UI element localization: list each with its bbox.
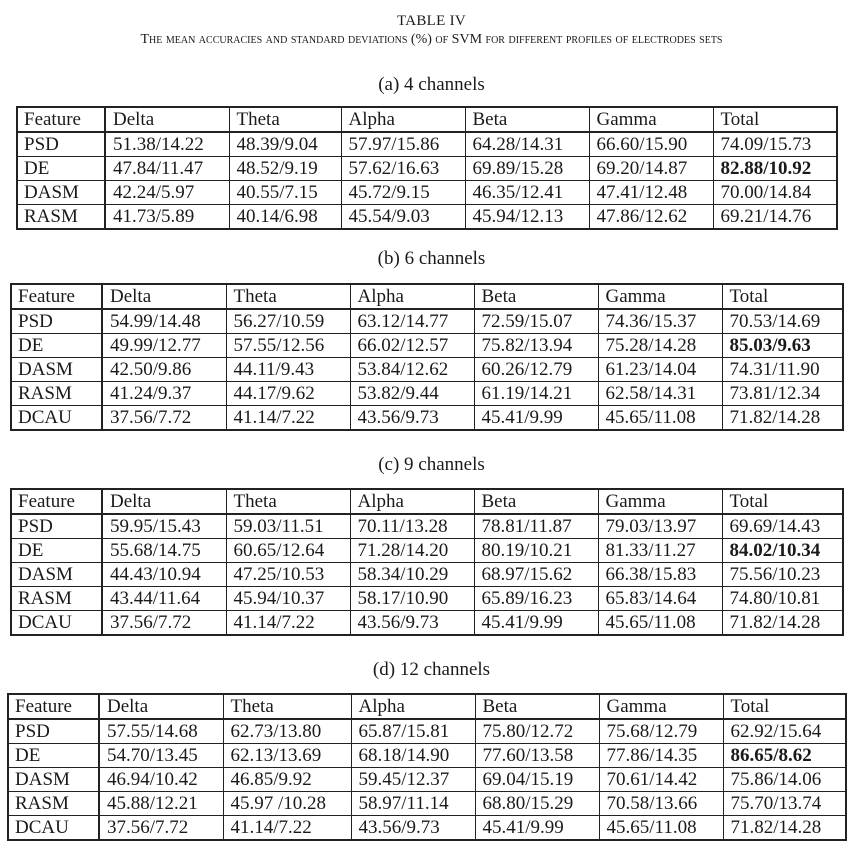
table-cell: 54.70/13.45 <box>99 744 223 768</box>
table-cell: 66.60/15.90 <box>589 132 713 157</box>
column-header: Delta <box>99 694 223 719</box>
column-header: Total <box>722 284 843 309</box>
table-cell: 77.86/14.35 <box>599 744 723 768</box>
row-feature-label: DE <box>8 744 99 768</box>
row-feature-label: DE <box>11 539 102 563</box>
table-cell: 74.31/11.90 <box>722 358 843 382</box>
table-row <box>11 406 843 431</box>
column-header: Beta <box>475 694 599 719</box>
table-cell: 45.88/12.21 <box>99 792 223 816</box>
table-row <box>8 816 846 841</box>
column-header: Alpha <box>351 694 475 719</box>
table-cell: 68.97/15.62 <box>474 563 598 587</box>
table-label: TABLE IV <box>396 13 467 29</box>
table-cell: 69.89/15.28 <box>465 157 589 181</box>
table-row <box>8 744 846 768</box>
table-cell: 45.41/9.99 <box>475 816 599 841</box>
table-cell: 71.82/14.28 <box>723 816 846 841</box>
row-feature-label: DE <box>17 157 105 181</box>
table-cell: 57.55/14.68 <box>99 719 223 744</box>
table-cell: 86.65/8.62 <box>723 744 846 768</box>
table-cell: 59.45/12.37 <box>351 768 475 792</box>
table-cell: 77.60/13.58 <box>475 744 599 768</box>
table-cell: 84.02/10.34 <box>722 539 843 563</box>
subtable-d <box>7 693 847 841</box>
row-feature-label: RASM <box>17 205 105 230</box>
table-cell: 40.55/7.15 <box>229 181 341 205</box>
table-cell: 70.61/14.42 <box>599 768 723 792</box>
table-cell: 75.28/14.28 <box>598 334 722 358</box>
row-feature-label: DCAU <box>11 611 102 636</box>
table-cell: 74.09/15.73 <box>713 132 837 157</box>
table-cell: 47.84/11.47 <box>105 157 229 181</box>
table-cell: 74.36/15.37 <box>598 309 722 334</box>
table-cell: 37.56/7.72 <box>102 611 226 636</box>
column-header: Alpha <box>350 489 474 514</box>
table-cell: 42.50/9.86 <box>102 358 226 382</box>
table-cell: 62.73/13.80 <box>223 719 351 744</box>
row-feature-label: PSD <box>11 514 102 539</box>
table-cell: 73.81/12.34 <box>722 382 843 406</box>
table-cell: 53.82/9.44 <box>350 382 474 406</box>
table-cell: 37.56/7.72 <box>102 406 226 431</box>
table-cell: 40.14/6.98 <box>229 205 341 230</box>
table-cell: 46.35/12.41 <box>465 181 589 205</box>
table-cell: 49.99/12.77 <box>102 334 226 358</box>
table-row <box>11 539 843 563</box>
table-cell: 60.65/12.64 <box>226 539 350 563</box>
table-cell: 58.17/10.90 <box>350 587 474 611</box>
table-cell: 47.41/12.48 <box>589 181 713 205</box>
table-cell: 75.68/12.79 <box>599 719 723 744</box>
header-row <box>17 107 837 132</box>
table-row <box>17 181 837 205</box>
row-feature-label: PSD <box>8 719 99 744</box>
column-header: Beta <box>465 107 589 132</box>
column-header: Alpha <box>341 107 465 132</box>
subtable-title-c: (c) 9 channels <box>378 454 485 475</box>
table-cell: 43.44/11.64 <box>102 587 226 611</box>
table-cell: 60.26/12.79 <box>474 358 598 382</box>
table-cell: 45.54/9.03 <box>341 205 465 230</box>
table-cell: 65.87/15.81 <box>351 719 475 744</box>
row-feature-label: PSD <box>11 309 102 334</box>
table-cell: 82.88/10.92 <box>713 157 837 181</box>
table-row <box>11 382 843 406</box>
table-cell: 66.38/15.83 <box>598 563 722 587</box>
table-cell: 65.89/16.23 <box>474 587 598 611</box>
table-cell: 58.97/11.14 <box>351 792 475 816</box>
subtable-title-a: (a) 4 channels <box>378 74 485 95</box>
table-cell: 64.28/14.31 <box>465 132 589 157</box>
table-cell: 45.97 /10.28 <box>223 792 351 816</box>
column-header: Total <box>713 107 837 132</box>
table-cell: 46.85/9.92 <box>223 768 351 792</box>
table-cell: 37.56/7.72 <box>99 816 223 841</box>
table-cell: 55.68/14.75 <box>102 539 226 563</box>
row-feature-label: DE <box>11 334 102 358</box>
table-cell: 45.65/11.08 <box>598 611 722 636</box>
table-cell: 56.27/10.59 <box>226 309 350 334</box>
table-cell: 45.94/12.13 <box>465 205 589 230</box>
table-row <box>11 563 843 587</box>
table-cell: 51.38/14.22 <box>105 132 229 157</box>
column-header: Delta <box>102 284 226 309</box>
row-feature-label: RASM <box>11 587 102 611</box>
table-cell: 69.69/14.43 <box>722 514 843 539</box>
table-cell: 68.80/15.29 <box>475 792 599 816</box>
table-cell: 57.55/12.56 <box>226 334 350 358</box>
table-cell: 43.56/9.73 <box>350 611 474 636</box>
subtable-b <box>10 283 844 431</box>
table-cell: 61.19/14.21 <box>474 382 598 406</box>
table-cell: 75.56/10.23 <box>722 563 843 587</box>
table-cell: 85.03/9.63 <box>722 334 843 358</box>
table-cell: 53.84/12.62 <box>350 358 474 382</box>
table-cell: 69.21/14.76 <box>713 205 837 230</box>
header-row <box>11 489 843 514</box>
table-cell: 69.04/15.19 <box>475 768 599 792</box>
table-cell: 43.56/9.73 <box>350 406 474 431</box>
table-cell: 71.28/14.20 <box>350 539 474 563</box>
table-cell: 62.92/15.64 <box>723 719 846 744</box>
table-cell: 75.70/13.74 <box>723 792 846 816</box>
table-cell: 45.41/9.99 <box>474 406 598 431</box>
table-row <box>11 334 843 358</box>
table-row <box>17 132 837 157</box>
table-row <box>8 719 846 744</box>
table-cell: 59.95/15.43 <box>102 514 226 539</box>
column-header: Beta <box>474 284 598 309</box>
table-cell: 68.18/14.90 <box>351 744 475 768</box>
table-cell: 75.82/13.94 <box>474 334 598 358</box>
table-cell: 41.73/5.89 <box>105 205 229 230</box>
column-header: Theta <box>223 694 351 719</box>
table-cell: 69.20/14.87 <box>589 157 713 181</box>
subtable-title-b: (b) 6 channels <box>377 248 486 269</box>
table-cell: 61.23/14.04 <box>598 358 722 382</box>
table-cell: 75.86/14.06 <box>723 768 846 792</box>
table-row <box>11 587 843 611</box>
table-cell: 70.11/13.28 <box>350 514 474 539</box>
table-cell: 57.62/16.63 <box>341 157 465 181</box>
table-cell: 41.24/9.37 <box>102 382 226 406</box>
table-cell: 45.94/10.37 <box>226 587 350 611</box>
subtable-a <box>16 106 838 230</box>
column-header: Total <box>722 489 843 514</box>
table-cell: 47.25/10.53 <box>226 563 350 587</box>
column-header: Delta <box>102 489 226 514</box>
table-row <box>17 205 837 230</box>
table-caption: The mean accuracies and standard deviations (%) of SVM for different profiles of electrodes sets <box>140 32 723 47</box>
table-cell: 65.83/14.64 <box>598 587 722 611</box>
table-cell: 62.13/13.69 <box>223 744 351 768</box>
table-cell: 43.56/9.73 <box>351 816 475 841</box>
table-cell: 48.52/9.19 <box>229 157 341 181</box>
table-row <box>11 309 843 334</box>
row-feature-label: RASM <box>11 382 102 406</box>
table-cell: 70.58/13.66 <box>599 792 723 816</box>
table-row <box>11 358 843 382</box>
row-feature-label: DASM <box>11 563 102 587</box>
column-header: Theta <box>226 489 350 514</box>
column-header: Gamma <box>598 489 722 514</box>
column-header: Feature <box>17 107 105 132</box>
column-header: Beta <box>474 489 598 514</box>
table-cell: 63.12/14.77 <box>350 309 474 334</box>
row-feature-label: RASM <box>8 792 99 816</box>
table-cell: 57.97/15.86 <box>341 132 465 157</box>
table-cell: 45.65/11.08 <box>599 816 723 841</box>
table-cell: 71.82/14.28 <box>722 406 843 431</box>
column-header: Total <box>723 694 846 719</box>
column-header: Theta <box>229 107 341 132</box>
table-cell: 74.80/10.81 <box>722 587 843 611</box>
table-cell: 44.43/10.94 <box>102 563 226 587</box>
table-cell: 71.82/14.28 <box>722 611 843 636</box>
table-row <box>8 768 846 792</box>
row-feature-label: PSD <box>17 132 105 157</box>
table-row <box>11 514 843 539</box>
table-cell: 80.19/10.21 <box>474 539 598 563</box>
table-cell: 45.65/11.08 <box>598 406 722 431</box>
row-feature-label: DASM <box>8 768 99 792</box>
table-cell: 81.33/11.27 <box>598 539 722 563</box>
table-cell: 45.72/9.15 <box>341 181 465 205</box>
table-cell: 41.14/7.22 <box>226 406 350 431</box>
table-cell: 46.94/10.42 <box>99 768 223 792</box>
table-row <box>8 792 846 816</box>
table-cell: 72.59/15.07 <box>474 309 598 334</box>
table-cell: 66.02/12.57 <box>350 334 474 358</box>
row-feature-label: DASM <box>17 181 105 205</box>
table-cell: 41.14/7.22 <box>223 816 351 841</box>
row-feature-label: DASM <box>11 358 102 382</box>
table-row <box>11 611 843 636</box>
table-cell: 75.80/12.72 <box>475 719 599 744</box>
table-cell: 79.03/13.97 <box>598 514 722 539</box>
table-cell: 58.34/10.29 <box>350 563 474 587</box>
row-feature-label: DCAU <box>11 406 102 431</box>
table-cell: 45.41/9.99 <box>474 611 598 636</box>
subtable-c <box>10 488 844 636</box>
column-header: Gamma <box>598 284 722 309</box>
table-cell: 62.58/14.31 <box>598 382 722 406</box>
row-feature-label: DCAU <box>8 816 99 841</box>
column-header: Theta <box>226 284 350 309</box>
table-cell: 47.86/12.62 <box>589 205 713 230</box>
column-header: Alpha <box>350 284 474 309</box>
table-cell: 59.03/11.51 <box>226 514 350 539</box>
table-cell: 42.24/5.97 <box>105 181 229 205</box>
table-cell: 44.11/9.43 <box>226 358 350 382</box>
table-cell: 41.14/7.22 <box>226 611 350 636</box>
table-cell: 70.00/14.84 <box>713 181 837 205</box>
table-cell: 48.39/9.04 <box>229 132 341 157</box>
subtable-title-d: (d) 12 channels <box>372 659 491 680</box>
column-header: Feature <box>11 489 102 514</box>
column-header: Gamma <box>599 694 723 719</box>
column-header: Delta <box>105 107 229 132</box>
table-row <box>17 157 837 181</box>
table-cell: 54.99/14.48 <box>102 309 226 334</box>
table-cell: 44.17/9.62 <box>226 382 350 406</box>
header-row <box>8 694 846 719</box>
header-row <box>11 284 843 309</box>
column-header: Gamma <box>589 107 713 132</box>
column-header: Feature <box>8 694 99 719</box>
table-cell: 78.81/11.87 <box>474 514 598 539</box>
column-header: Feature <box>11 284 102 309</box>
table-cell: 70.53/14.69 <box>722 309 843 334</box>
